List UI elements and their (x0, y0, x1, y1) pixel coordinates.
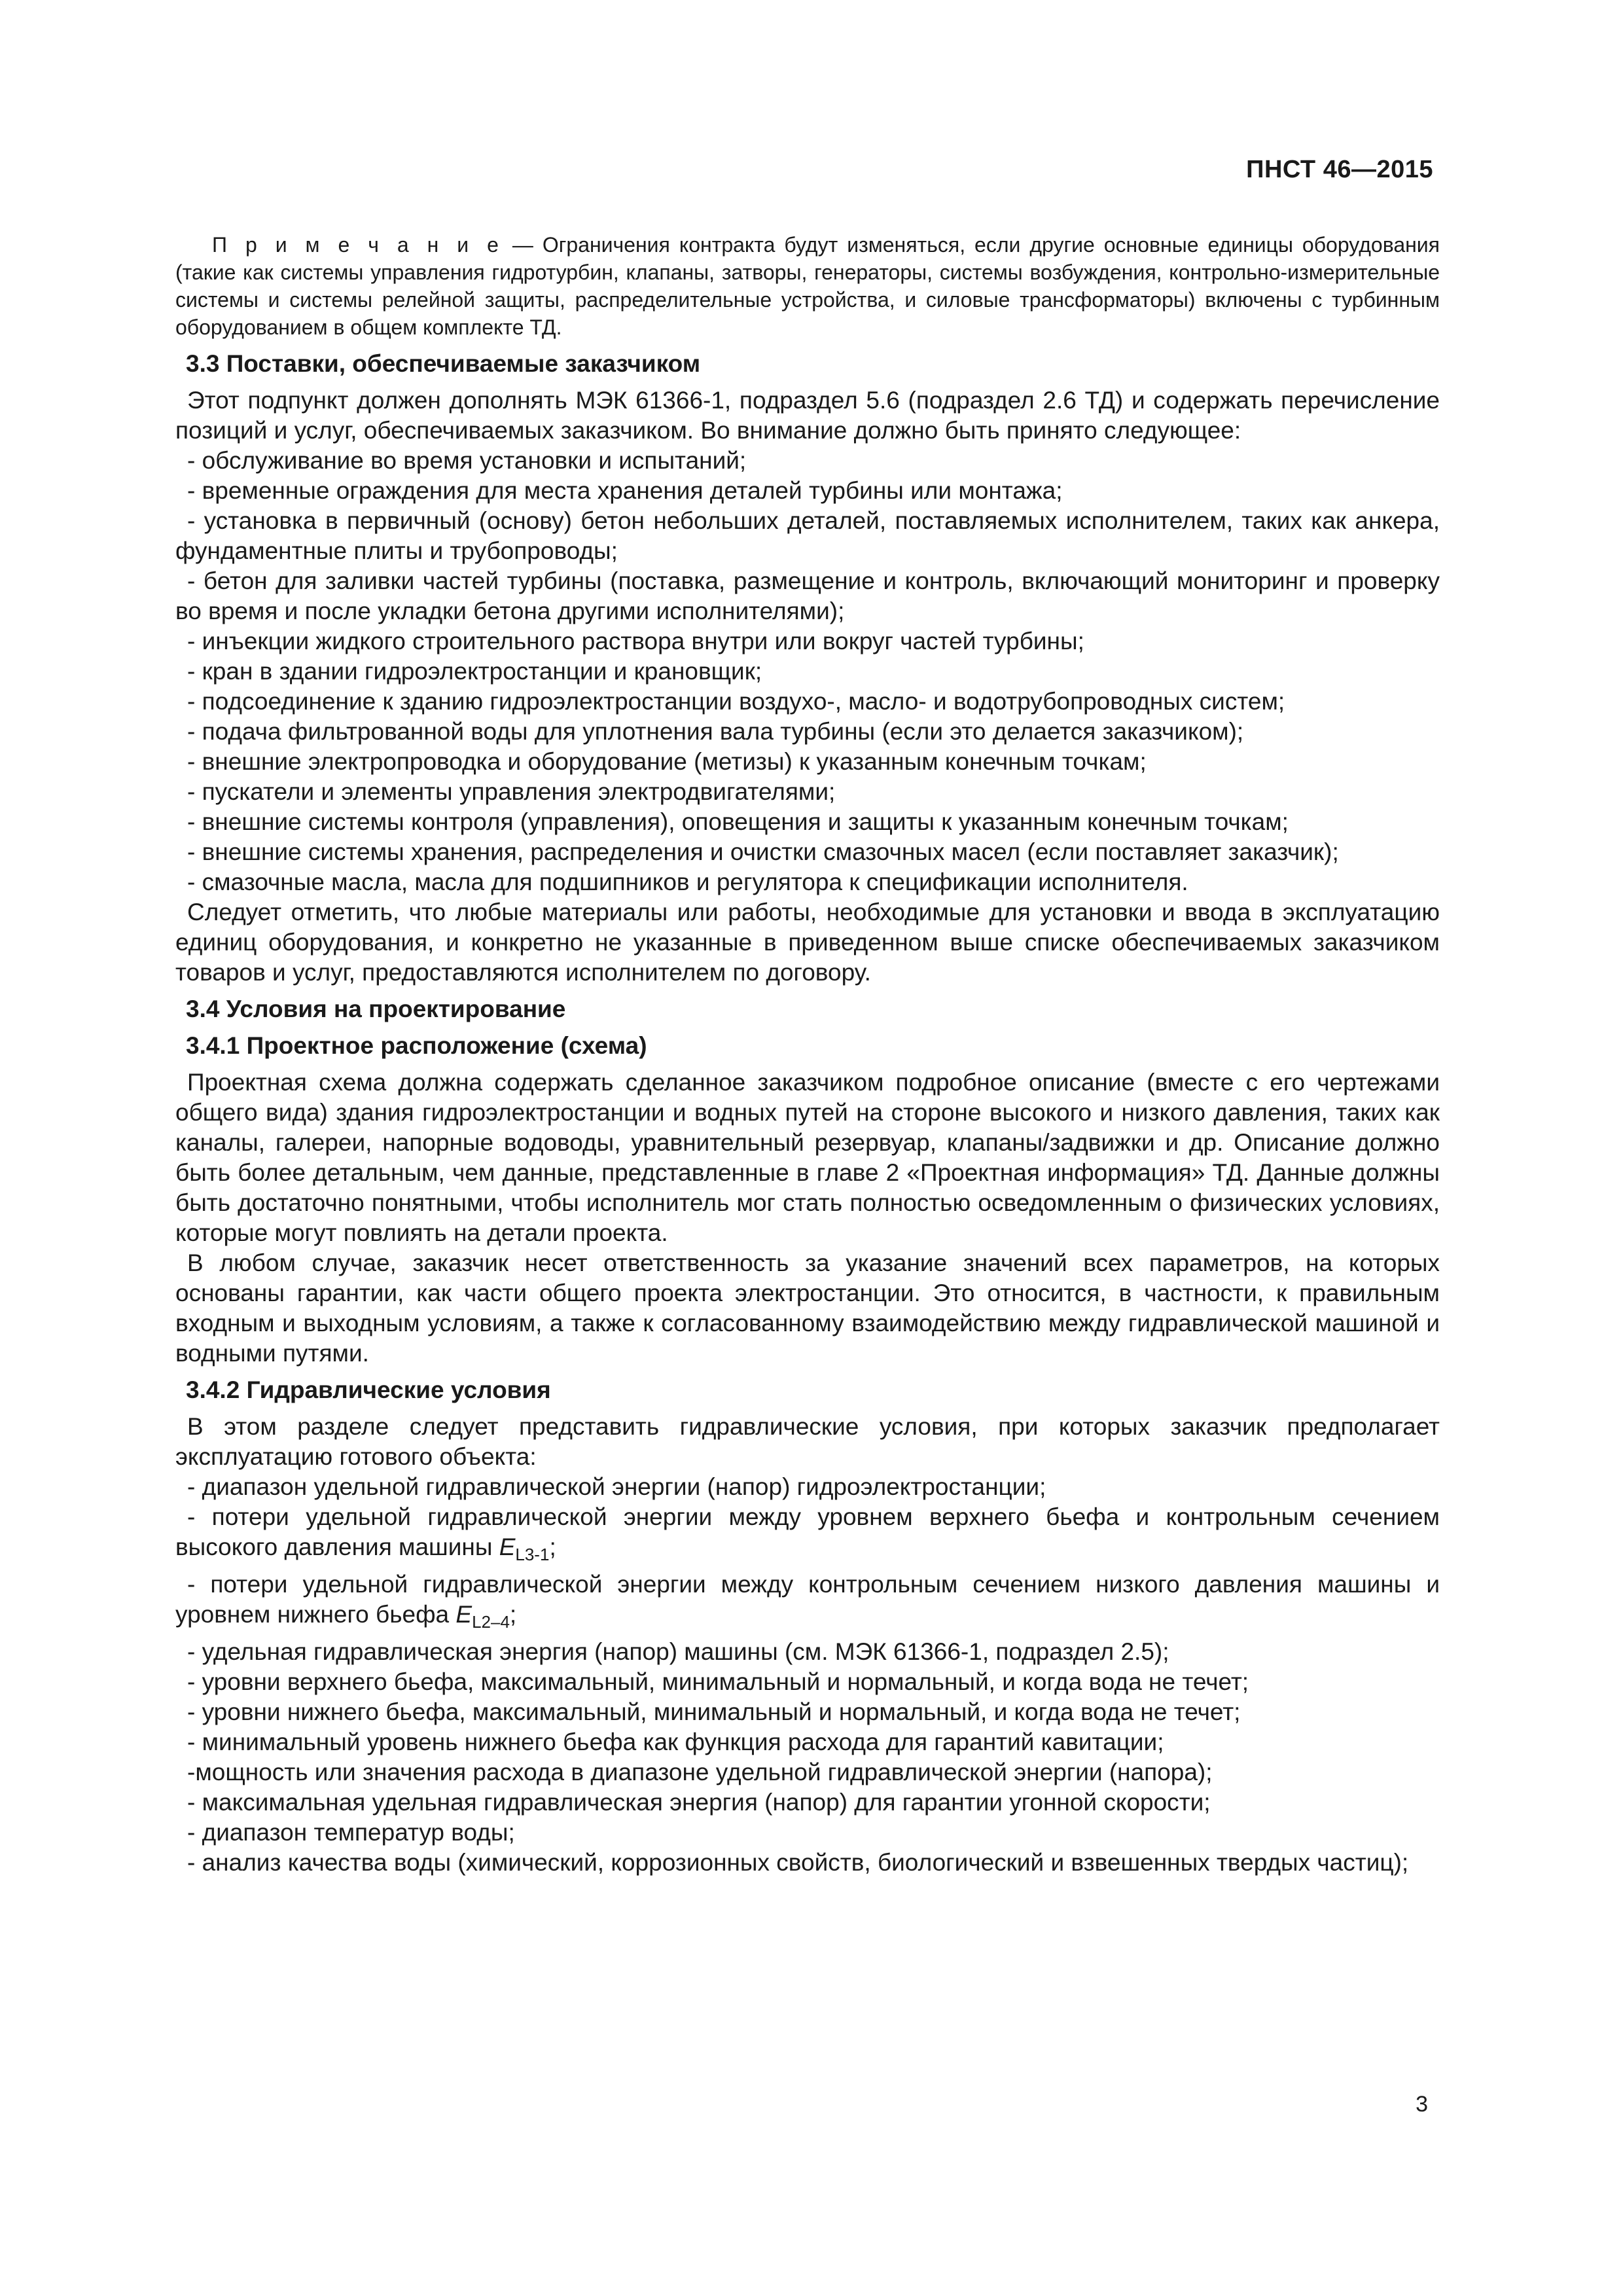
section-3-4-1-paragraph-1: Проектная схема должна содержать сделанное заказчиком подробное описание (вместе с его чертежами общего вида) здания гидроэлектростанции и водных путей на стороне высокого и низкого давления, таких как каналы, галереи, напорные водоводы, уравнительный резервуар, клапаны/задвижки и др. Описание должно быть более детальным, чем данные, представленные в главе 2 «Проектная информация» ТД. Данные должны быть достаточно понятными, чтобы исполнитель мог стать полностью осведомленным о физических условиях, которые могут повлиять на детали проекта. (175, 1069, 1440, 1246)
list-item: - пускатели и элементы управления электродвигателями; (187, 778, 836, 805)
list-item: - внешние системы контроля (управления), оповещения и защиты к указанным конечным точкам; (187, 808, 1289, 835)
list-item: - анализ качества воды (химический, коррозионных свойств, биологический и взвешенных твердых частиц); (187, 1849, 1409, 1876)
item-end: ; (549, 1534, 556, 1560)
section-3-4-1-paragraph-2: В любом случае, заказчик несет ответственность за указание значений всех параметров, на которых основаны гарантии, как части общего проекта электростанции. Это относится, в частности, к правильным входным и выходным условиям, а также к согласованному взаимодействию между гидравлической машиной и водными путями. (175, 1249, 1440, 1367)
section-3-4-2-intro: В этом разделе следует представить гидравлические условия, при которых заказчик предполагает эксплуатацию готового объекта: (175, 1413, 1440, 1470)
list-item: - удельная гидравлическая энергия (напор) машины (см. МЭК 61366-1, подраздел 2.5); (187, 1638, 1169, 1665)
list-item: - уровни нижнего бьефа, максимальный, минимальный и нормальный, и когда вода не течет; (187, 1698, 1241, 1725)
list-item: - внешние электропроводка и оборудование (метизы) к указанным конечным точкам; (187, 748, 1147, 775)
list-item: - минимальный уровень нижнего бьефа как функция расхода для гарантий кавитации; (187, 1729, 1164, 1755)
item-text: - потери удельной гидравлической энергии между контрольным сечением низкого давления машины и уровнем нижнего бьефа (175, 1571, 1440, 1628)
page-number: 3 (1416, 2092, 1428, 2117)
list-item: - диапазон температур воды; (187, 1819, 515, 1846)
list-item: - уровни верхнего бьефа, максимальный, минимальный и нормальный, и когда вода не течет; (187, 1668, 1249, 1695)
list-item: - подача фильтрованной воды для уплотнения вала турбины (если это делается заказчиком); (187, 718, 1244, 745)
page-content (175, 231, 1440, 1878)
standard-code: ПНСТ 46—2015 (1246, 156, 1433, 183)
energy-subscript: L2–4 (472, 1612, 510, 1632)
section-3-3-heading: 3.3 Поставки, обеспечиваемые заказчиком (186, 350, 701, 377)
energy-symbol: E (499, 1534, 516, 1560)
section-3-4-1-heading: 3.4.1 Проектное расположение (схема) (186, 1032, 647, 1059)
list-item: - бетон для заливки частей турбины (поставка, размещение и контроль, включающий мониторинг и проверку во время и после укладки бетона другими исполнителями); (175, 567, 1440, 624)
section-3-3-closing: Следует отметить, что любые материалы или работы, необходимые для установки и ввода в эксплуатацию единиц оборудования, и конкретно не указанные в приведенном выше списке обеспечиваемых заказчиком товаров и услуг, предоставляются исполнителем по договору. (175, 899, 1440, 986)
note-text: — Ограничения контракта будут изменяться, если другие основные единицы оборудования (такие как системы управления гидротурбин, клапаны, затворы, генераторы, системы возбуждения, контрольно-измерительные системы и системы релейной защиты, распределительные устройства, и силовые трансформаторы) включены с турбинным оборудованием в общем комплекте ТД. (175, 233, 1440, 339)
list-item: - смазочные масла, масла для подшипников и регулятора к спецификации исполнителя. (187, 869, 1188, 895)
energy-subscript: L3-1 (515, 1545, 550, 1564)
item-end: ; (509, 1601, 517, 1628)
list-item: - внешние системы хранения, распределения и очистки смазочных масел (если поставляет заказчик); (187, 838, 1339, 865)
list-item: - временные ограждения для места хранения деталей турбины или монтажа; (187, 477, 1063, 504)
section-3-4-2-heading: 3.4.2 Гидравлические условия (186, 1376, 551, 1403)
item-text: - потери удельной гидравлической энергии между уровнем верхнего бьефа и контрольным сечением высокого давления машины (175, 1503, 1440, 1560)
note-paragraph (175, 231, 1440, 341)
section-3-3-intro: Этот подпункт должен дополнять МЭК 61366-1, подраздел 5.6 (подраздел 2.6 ТД) и содержать перечисление позиций и услуг, обеспечиваемых заказчиком. Во внимание должно быть принято следующее: (175, 387, 1440, 444)
energy-symbol: E (455, 1601, 473, 1628)
list-item: - инъекции жидкого строительного раствора внутри или вокруг частей турбины; (187, 628, 1084, 655)
section-3-4-heading: 3.4 Условия на проектирование (186, 996, 566, 1022)
list-item: - обслуживание во время установки и испытаний; (187, 447, 747, 474)
list-item: - кран в здании гидроэлектростанции и крановщик; (187, 658, 762, 685)
list-item: - максимальная удельная гидравлическая энергия (напор) для гарантии угонной скорости; (187, 1789, 1211, 1816)
list-item-with-symbol (175, 1570, 1440, 1637)
list-item: - установка в первичный (основу) бетон небольших деталей, поставляемых исполнителем, таких как анкера, фундаментные плиты и трубопроводы; (175, 507, 1440, 564)
list-item: - диапазон удельной гидравлической энергии (напор) гидроэлектростанции; (187, 1473, 1046, 1500)
list-item-with-symbol (175, 1502, 1440, 1570)
note-label: П р и м е ч а н и е (212, 233, 503, 257)
list-item: - подсоединение к зданию гидроэлектростанции воздухо-, масло- и водотрубопроводных систем; (187, 688, 1285, 715)
list-item: -мощность или значения расхода в диапазоне удельной гидравлической энергии (напора); (187, 1759, 1213, 1785)
